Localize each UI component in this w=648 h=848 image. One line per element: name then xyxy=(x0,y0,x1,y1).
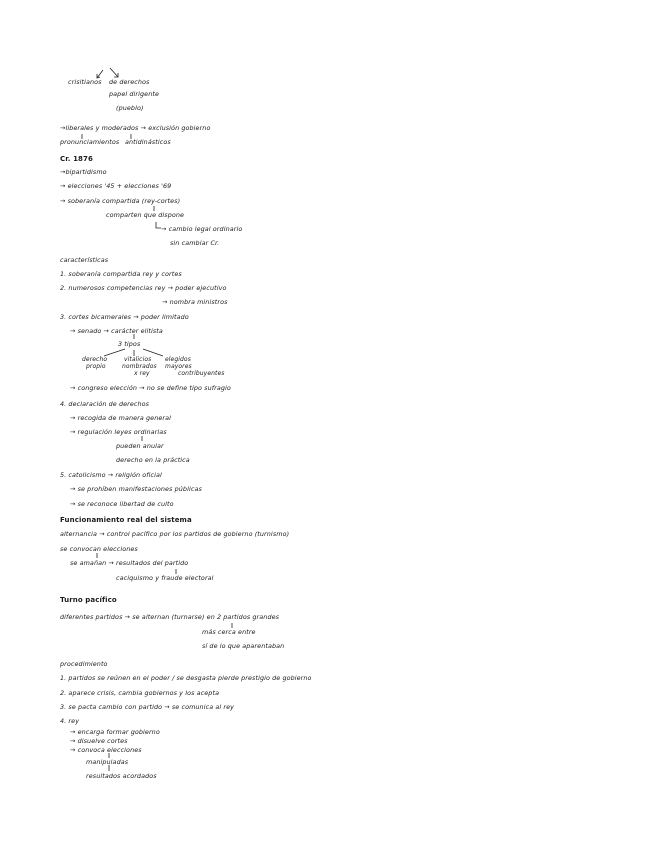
note-line: x rey xyxy=(134,370,150,377)
note-line: de derechos xyxy=(109,78,150,86)
note-line: → recogida de manera general xyxy=(70,414,172,422)
note-line: crisitianos xyxy=(68,78,102,86)
note-line: → congreso elección → no se define tipo sufragio xyxy=(70,384,231,392)
note-line: pronunciamientos xyxy=(60,138,120,146)
note-line: → se prohíben manifestaciones públicas xyxy=(70,485,202,493)
section-heading: Cr. 1876 xyxy=(60,155,93,163)
section-heading: Turno pacífico xyxy=(60,596,117,604)
note-line: 3. cortes bicamerales → poder limitado xyxy=(60,313,189,321)
note-line: pueden anular xyxy=(116,442,164,450)
section-title: características xyxy=(60,256,109,264)
note-line: → disuelve cortes xyxy=(70,737,128,745)
note-line: papel dirigente xyxy=(109,90,159,98)
note-line: sin cambiar Cr. xyxy=(170,239,220,247)
note-line: → nombra ministros xyxy=(162,298,228,306)
note-line: 5. catolicismo → religión oficial xyxy=(60,471,162,479)
note-line: manipuladas xyxy=(86,758,129,766)
note-line: 1. soberanía compartida rey y cortes xyxy=(60,270,182,278)
note-line: vitalicios xyxy=(124,356,152,363)
note-line: → senado → carácter elitista xyxy=(70,327,163,335)
section-heading: Funcionamiento real del sistema xyxy=(60,516,192,524)
note-line: mayores xyxy=(165,363,192,370)
note-line: →liberales y moderados → exclusión gobierno xyxy=(60,124,211,132)
note-line: 1. partidos se reúnen en el poder / se desgasta pierde prestigio de gobierno xyxy=(60,674,312,682)
note-line: →bipartidismo xyxy=(60,168,107,176)
note-line: 3 tipos xyxy=(118,340,141,348)
note-line: → soberanía compartida (rey-cortes) xyxy=(60,197,181,205)
note-line: propio xyxy=(86,363,106,370)
note-line: resultados acordados xyxy=(86,772,157,780)
note-line: sí de lo que aparentaban xyxy=(202,642,285,650)
note-line: → se reconoce libertad de culto xyxy=(70,500,174,508)
note-line: derecho en la práctica xyxy=(116,456,190,464)
note-line: se amañan → resultados del partido xyxy=(70,559,189,567)
note-line: más cerca entre xyxy=(202,628,256,636)
note-line: 2. numerosos competencias rey → poder ejecutivo xyxy=(60,284,227,292)
note-line: 4. rey xyxy=(60,717,80,725)
note-line: contribuyentes xyxy=(178,370,225,377)
note-line: → elecciones '45 + elecciones '69 xyxy=(60,182,172,190)
note-line: elegidos xyxy=(165,356,191,363)
note-line: (pueblo) xyxy=(116,104,144,112)
note-line: nombrados xyxy=(122,363,157,370)
note-line: 2. aparece crisis, cambia gobiernos y los acepta xyxy=(60,689,220,697)
note-line: → regulación leyes ordinarias xyxy=(70,428,167,436)
note-line: → cambio legal ordinario xyxy=(161,225,243,233)
note-line: diferentes partidos → se alternan (turnarse) en 2 partidos grandes xyxy=(60,613,280,621)
note-line: comparten que dispone xyxy=(106,211,185,219)
note-line: 3. se pacta cambio con partido → se comunica al rey xyxy=(60,703,235,711)
note-line: antidinásticos xyxy=(125,138,171,146)
note-line: → encarga formar gobierno xyxy=(70,728,160,736)
note-line: 4. declaración de derechos xyxy=(60,400,150,408)
note-line: caciquismo y fraude electoral xyxy=(116,574,214,582)
note-line: → convoca elecciones xyxy=(70,746,142,754)
note-line: alternancia → control pacífico por los partidos de gobierno (turnismo) xyxy=(60,530,290,538)
note-line: se convocan elecciones xyxy=(60,545,138,553)
note-line: derecho xyxy=(82,356,108,363)
section-title: procedimiento xyxy=(60,660,108,668)
